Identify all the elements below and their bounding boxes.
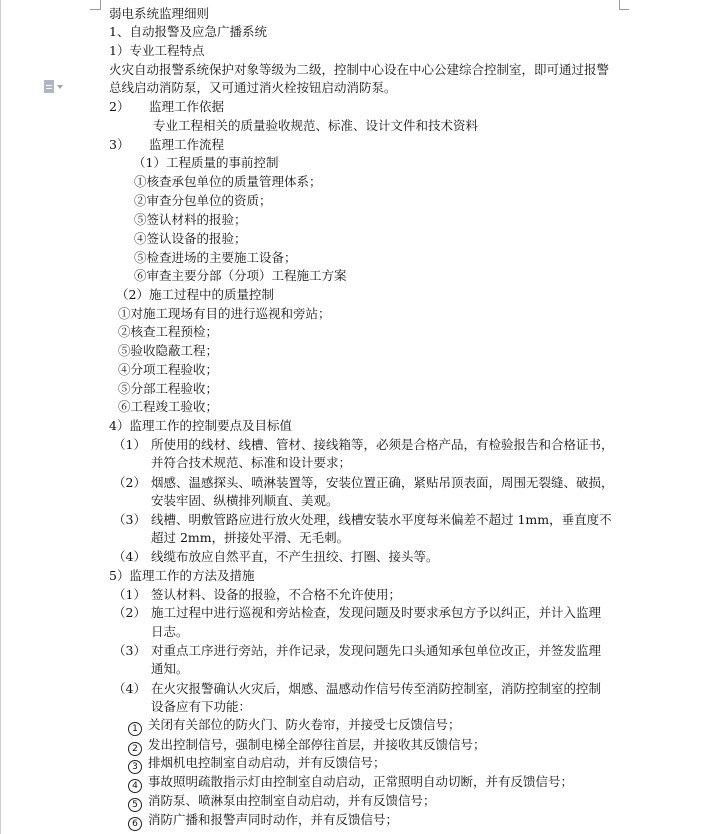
- heading-2: 监理工作依据: [149, 99, 225, 114]
- crop-mark-top-right-h: [619, 9, 629, 10]
- circled-number-icon: 5: [128, 798, 142, 812]
- list-item: ①对施工现场有目的进行巡视和旁站；: [118, 306, 331, 321]
- item-text: 线缆布放应自然平直，不产生扭绞、打圈、接头等。: [151, 549, 439, 564]
- function-text: 关闭有关部位的防火门、防火卷帘，并接受七反馈信号；: [147, 717, 461, 732]
- item-text: 通知。: [151, 661, 189, 676]
- list-item: ⑥审查主要分部（分项）工程施工方案: [134, 268, 347, 283]
- item-text: 签认材料、设备的报验，不合格不允许使用；: [151, 587, 402, 602]
- doc-title: 弱电系统监理细则: [109, 6, 210, 21]
- function-text: 消防广播和报警声同时动作，并有反馈信号；: [147, 812, 398, 827]
- list-item: ⑤检查进场的主要施工设备；: [134, 250, 297, 265]
- item-number: （4）: [113, 549, 146, 564]
- subheading-pre-control: （1）工程质量的事前控制: [133, 155, 279, 170]
- circled-number-icon: 3: [128, 760, 142, 774]
- document-icon: [44, 80, 54, 93]
- list-item: ④签认设备的报验；: [134, 231, 247, 246]
- function-text: 排烟机电控制室自动启动，并有反馈信号；: [147, 755, 386, 770]
- item-text: 烟感、温感探头、喷淋装置等，安装位置正确，紧贴吊顶表面，周围无裂缝、破损，: [151, 475, 614, 490]
- item-text: 施工过程中进行巡视和旁站检查，发现问题及时要求承包方予以纠正，并计入监理: [151, 605, 602, 620]
- heading-3: 监理工作流程: [149, 137, 225, 152]
- heading-1: 1）专业工程特点: [109, 43, 205, 58]
- item-text: 所使用的线材、线槽、管材、接线箱等，必须是合格产品，有检验报告和合格证书，: [151, 437, 614, 452]
- item-text: 在火灾报警确认火灾后，烟感、温感动作信号传至消防控制室，消防控制室的控制: [151, 681, 602, 696]
- item-text: 并符合技术规范、标准和设计要求；: [151, 455, 352, 470]
- item-number: （3）: [113, 643, 146, 658]
- heading-3-number: 3）: [109, 137, 130, 152]
- circled-number-icon: 4: [128, 779, 142, 793]
- heading-2-number: 2）: [109, 99, 130, 114]
- paragraph-line: 火灾自动报警系统保护对象等级为二级，控制中心设在中心公建综合控制室，即可通过报警: [109, 62, 610, 77]
- heading-5: 5）监理工作的方法及措施: [109, 568, 255, 583]
- function-item: [128, 774, 573, 793]
- item-number: （1）: [113, 437, 146, 452]
- list-item: ⑤签认材料的报验；: [134, 212, 247, 227]
- crop-mark-top-left: [100, 0, 101, 10]
- function-item: [128, 717, 461, 736]
- item-text: 安装牢固、纵横排列顺直、美观。: [151, 493, 339, 508]
- function-text: 事故照明疏散指示灯由控制室自动启动，正常照明自动切断，并有反馈信号；: [147, 774, 573, 789]
- circled-number-icon: 1: [128, 722, 142, 736]
- item-text: 对重点工序进行旁站，并作记录，发现问题先口头通知承包单位改正，并签发监理: [151, 643, 602, 658]
- list-item: ②审查分包单位的资质；: [134, 193, 272, 208]
- circled-number-icon: 2: [128, 742, 142, 756]
- subheading-process-control: （2）施工过程中的质量控制: [116, 287, 274, 302]
- list-item: ⑥工程竣工验收；: [118, 399, 219, 414]
- page-edge: [0, 0, 1, 834]
- item-number: （2）: [113, 605, 146, 620]
- list-item: ⑤验收隐蔽工程；: [118, 343, 219, 358]
- heading-4: 4）监理工作的控制要点及目标值: [109, 418, 292, 433]
- function-text: 消防泵、喷淋泵由控制室自动启动，并有反馈信号；: [147, 793, 436, 808]
- paragraph-line: 总线启动消防泵，又可通过消火栓按钮启动消防泵。: [109, 80, 397, 95]
- crop-mark-top-left-h: [90, 9, 100, 10]
- item-text: 线槽、明敷管路应进行放火处理，线槽安装水平度每米偏差不超过 1mm，垂直度不: [151, 512, 612, 527]
- function-text: 发出控制信号，强制电梯全部停往首层，并接收其反馈信号；: [147, 737, 486, 752]
- item-text: 设备应有下功能：: [151, 699, 252, 714]
- item-text: 超过 2mm，拼接处平滑、无毛刺。: [151, 530, 350, 545]
- item-number: （3）: [113, 512, 146, 527]
- function-item: [128, 755, 386, 774]
- chevron-down-icon: [57, 85, 63, 89]
- list-item: ①核查承包单位的质量管理体系；: [134, 174, 322, 189]
- item-number: （4）: [113, 681, 146, 696]
- function-item: [128, 812, 398, 831]
- item-number: （2）: [113, 475, 146, 490]
- list-item: ②核查工程预检；: [118, 324, 219, 339]
- section-heading: 1、自动报警及应急广播系统: [109, 24, 267, 39]
- item-text: 日志。: [151, 624, 189, 639]
- function-item: [128, 793, 436, 812]
- paragraph-line: 专业工程相关的质量验收规范、标准、设计文件和技术资料: [153, 118, 479, 133]
- paragraph-options-icon[interactable]: [44, 80, 63, 93]
- list-item: ⑤分部工程验收；: [118, 381, 219, 396]
- function-item: [128, 737, 486, 756]
- list-item: ④分项工程验收；: [118, 362, 219, 377]
- circled-number-icon: 6: [128, 817, 142, 831]
- item-number: （1）: [113, 587, 146, 602]
